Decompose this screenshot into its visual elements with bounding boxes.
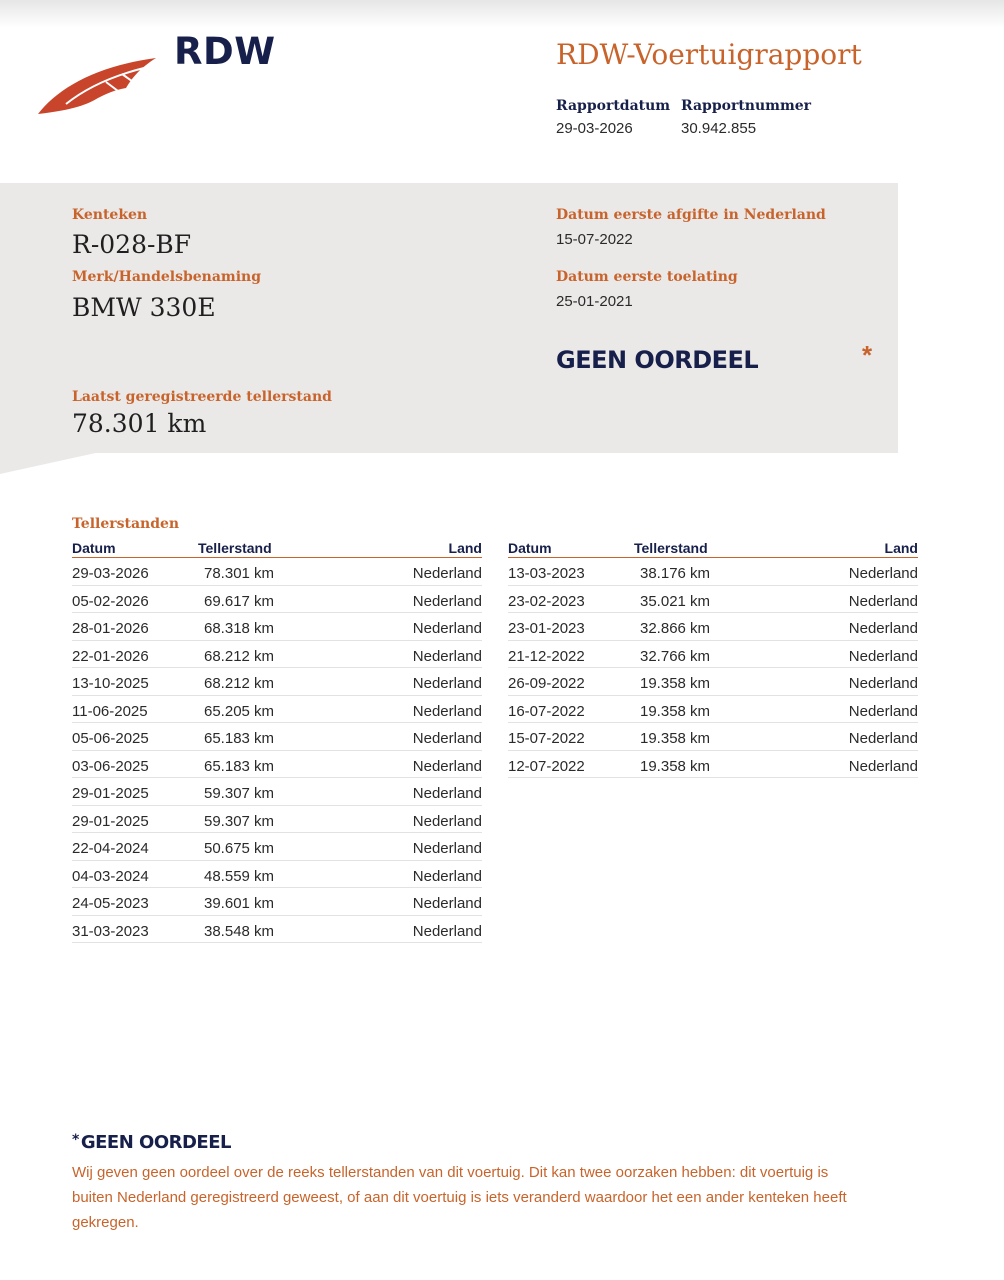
cell-date: 22-04-2024 [72,840,149,857]
cell-reading: 19.358 km [640,702,711,720]
odometer-table-right [508,540,918,778]
report-number-value: 30.942.855 [681,120,757,137]
cell-reading: 19.358 km [640,730,711,747]
cell-date: 28-01-2026 [72,620,149,637]
cell-country: Nederland [848,757,918,775]
last-odometer-value: 78.301 km [72,409,207,438]
cell-date: 03-06-2025 [72,757,149,775]
table-row [72,806,482,834]
table-row [72,668,482,696]
plate-value: R-028-BF [72,230,192,259]
cell-reading: 48.559 km [204,867,275,885]
column-header-country: Land [448,540,482,556]
column-header-country: Land [884,540,918,556]
table-row [508,641,918,669]
last-odometer-label: Laatst geregistreerde tellerstand [72,389,332,405]
cell-country: Nederland [412,730,482,747]
cell-date: 12-07-2022 [508,757,585,775]
cell-country: Nederland [848,620,918,637]
cell-reading: 78.301 km [204,565,275,582]
cell-reading: 39.601 km [204,895,275,912]
cell-country: Nederland [412,840,482,857]
cell-date: 05-06-2025 [72,730,149,747]
cell-reading: 35.021 km [640,592,711,610]
table-row [72,861,482,889]
table-row [72,723,482,751]
table-header [508,540,918,558]
first-issue-nl-label: Datum eerste afgifte in Nederland [556,207,826,223]
cell-reading: 32.766 km [640,647,711,665]
cell-reading: 65.183 km [204,757,275,775]
column-header-reading: Tellerstand [198,540,272,556]
report-date-block [556,98,670,137]
cell-reading: 19.358 km [640,757,711,775]
cell-date: 29-01-2025 [72,785,149,802]
cell-country: Nederland [848,702,918,720]
column-header-date: Datum [508,540,552,556]
cell-reading: 69.617 km [204,592,275,610]
table-row [508,668,918,696]
top-shadow [0,0,1004,28]
cell-country: Nederland [848,565,918,582]
table-row [72,751,482,779]
cell-date: 11-06-2025 [72,702,148,720]
cell-country: Nederland [412,922,482,940]
rdw-feather-logo-icon [36,48,160,118]
cell-country: Nederland [412,675,482,692]
report-number-block [681,98,811,137]
cell-country: Nederland [412,592,482,610]
footnote-title-text: GEEN OORDEEL [80,1132,231,1153]
verdict-asterisk: * [862,340,873,370]
cell-country: Nederland [412,757,482,775]
cell-date: 29-01-2025 [72,812,149,830]
odometer-section-title: Tellerstanden [72,516,180,532]
make-label: Merk/Handelsbenaming [72,269,262,285]
cell-reading: 32.866 km [640,620,711,637]
panel-tab-decoration [0,452,100,474]
report-date-label: Rapportdatum [556,98,671,114]
cell-country: Nederland [412,785,482,802]
make-value: BMW 330E [72,293,216,322]
cell-reading: 68.212 km [204,675,275,692]
cell-date: 05-02-2026 [72,592,149,610]
table-row [72,613,482,641]
cell-date: 31-03-2023 [72,922,149,940]
brand-name: RDW [174,30,276,73]
table-row [508,558,918,586]
cell-date: 22-01-2026 [72,647,149,665]
table-row [72,558,482,586]
footnote-asterisk: * [72,1132,79,1148]
first-admission-value: 25-01-2021 [556,293,633,310]
footnote-title [72,1132,231,1153]
cell-date: 16-07-2022 [508,702,585,720]
cell-country: Nederland [412,647,482,665]
report-number-label: Rapportnummer [681,98,812,114]
cell-date: 13-10-2025 [72,675,149,692]
cell-date: 26-09-2022 [508,675,585,692]
table-header [72,540,482,558]
table-row [508,696,918,724]
cell-reading: 50.675 km [204,840,275,857]
table-row [508,586,918,614]
cell-country: Nederland [412,702,482,720]
table-row [72,586,482,614]
table-row [72,778,482,806]
table-row [72,888,482,916]
report-date-value: 29-03-2026 [556,120,633,137]
table-body [508,558,918,778]
cell-country: Nederland [412,565,482,582]
cell-country: Nederland [848,675,918,692]
cell-date: 23-01-2023 [508,620,585,637]
first-issue-nl-value: 15-07-2022 [556,231,633,248]
cell-reading: 68.212 km [204,647,275,665]
cell-date: 23-02-2023 [508,592,585,610]
verdict-text: GEEN OORDEEL [556,346,759,374]
cell-reading: 59.307 km [204,812,275,830]
table-body [72,558,482,943]
cell-date: 24-05-2023 [72,895,149,912]
cell-country: Nederland [848,730,918,747]
cell-date: 15-07-2022 [508,730,585,747]
cell-reading: 68.318 km [204,620,275,637]
cell-date: 29-03-2026 [72,565,149,582]
cell-date: 13-03-2023 [508,565,585,582]
footnote-text: Wij geven geen oordeel over de reeks tellerstanden van dit voertuig. Dit kan twee oorzaken hebben: dit voertuig is buiten Nederland geregistreerd geweest, of aan dit voertuig is iets veranderd waardoor het een ander kenteken heeft gekregen. [72,1164,847,1231]
cell-country: Nederland [848,592,918,610]
table-row [508,751,918,779]
cell-country: Nederland [412,895,482,912]
cell-reading: 38.548 km [204,922,275,940]
cell-country: Nederland [848,647,918,665]
report-title: RDW-Voertuigrapport [556,38,862,71]
table-row [72,916,482,944]
cell-reading: 65.205 km [204,702,275,720]
cell-country: Nederland [412,812,482,830]
cell-reading: 65.183 km [204,730,275,747]
table-row [72,696,482,724]
first-admission-label: Datum eerste toelating [556,269,738,285]
cell-reading: 19.358 km [640,675,711,692]
table-row [508,613,918,641]
cell-country: Nederland [412,620,482,637]
cell-reading: 38.176 km [640,565,711,582]
table-row [72,641,482,669]
column-header-date: Datum [72,540,116,556]
cell-reading: 59.307 km [204,785,275,802]
cell-country: Nederland [412,867,482,885]
odometer-table-left [72,540,482,943]
table-row [508,723,918,751]
table-row [72,833,482,861]
cell-date: 04-03-2024 [72,867,149,885]
cell-date: 21-12-2022 [508,647,585,665]
column-header-reading: Tellerstand [634,540,708,556]
plate-label: Kenteken [72,207,148,223]
